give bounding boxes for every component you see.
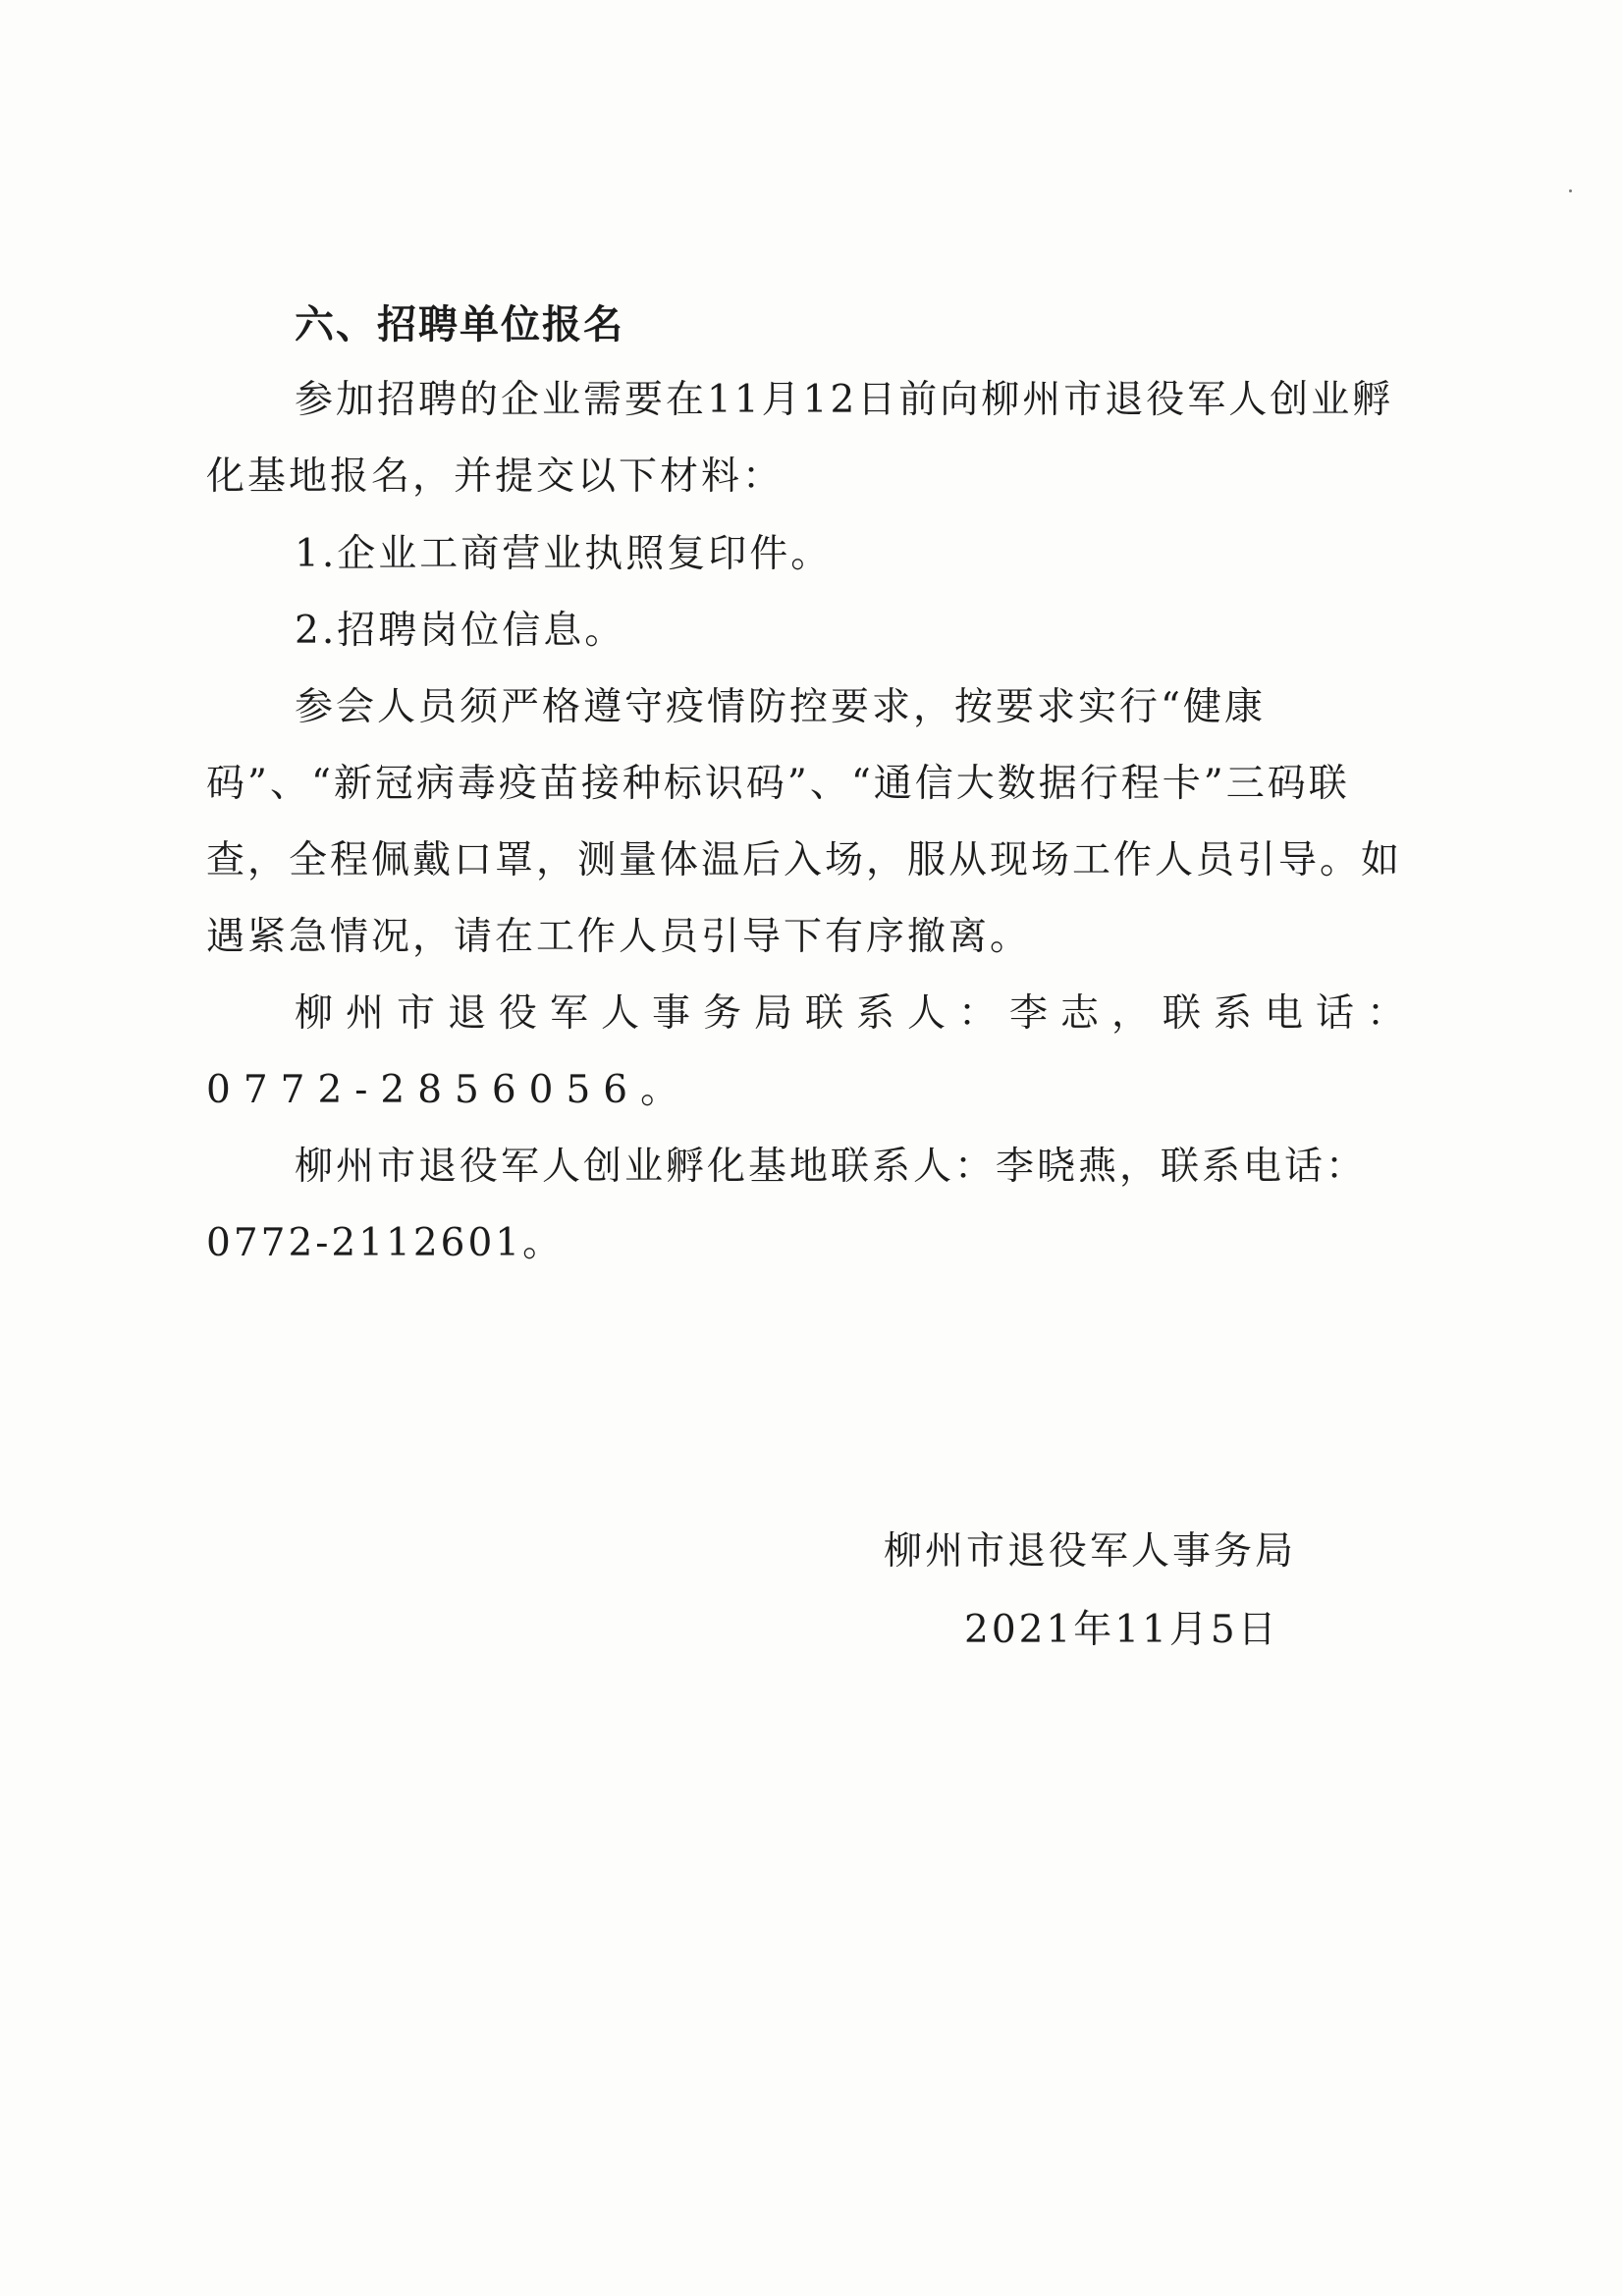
paragraph-registration: 参加招聘的企业需要在11月12日前向柳州市退役军人创业孵化基地报名，并提交以下材料： (206, 378, 1394, 499)
paragraph-contact-incubator: 柳州市退役军人创业孵化基地联系人：李晓燕，联系电话：0772-2112601。 (206, 1145, 1368, 1265)
issue-date: 2021年11月5日 (964, 1608, 1279, 1652)
section-heading: 六、招聘单位报名 (295, 302, 624, 347)
paragraph-item-2: 2.招聘岗位信息。 (295, 609, 626, 653)
scan-dot (1569, 189, 1572, 192)
paragraph-epidemic-rules: 参会人员须严格遵守疫情防控要求，按要求实行“健康码”、“新冠病毒疫苗接种标识码”、“通信大数据行程卡”三码联查，全程佩戴口罩，测量体温后入场，服从现场工作人员引导。如遇紧急情况，请在工作人员引导下有序撤离。 (206, 685, 1403, 959)
issuer-signature: 柳州市退役军人事务局 (884, 1529, 1297, 1574)
paragraph-contact-bureau: 柳州市退役军人事务局联系人：李志，联系电话：0772-2856056。 (206, 991, 1419, 1112)
paragraph-item-1: 1.企业工商营业执照复印件。 (295, 532, 833, 576)
